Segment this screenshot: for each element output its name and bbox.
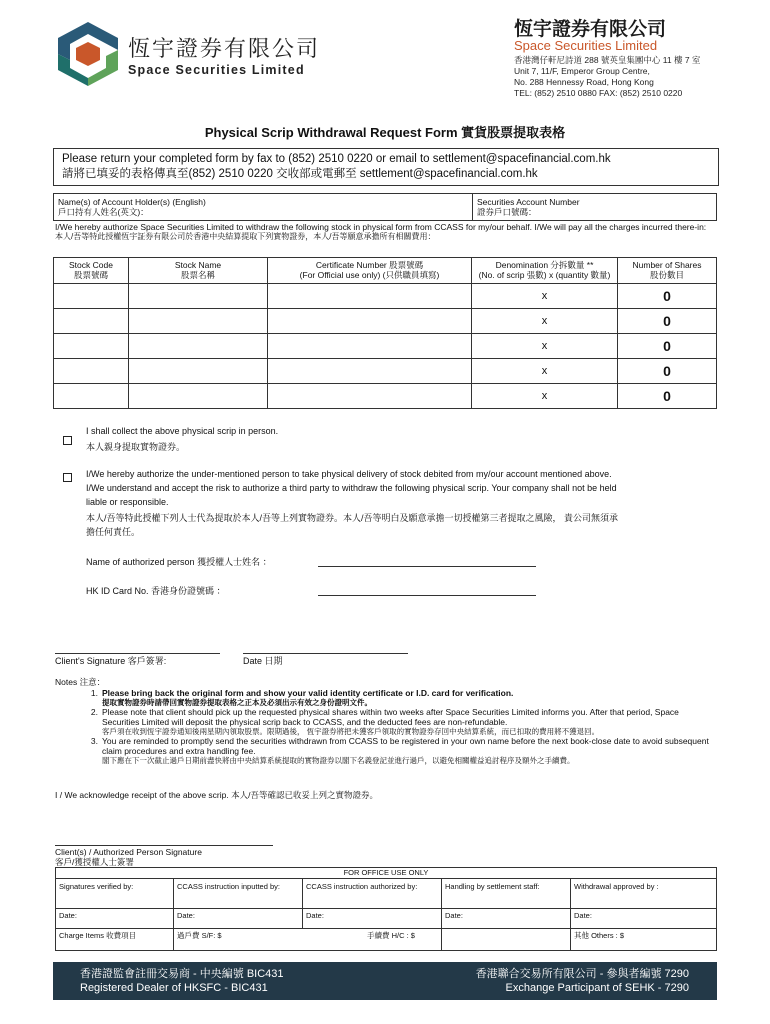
form-title: Physical Scrip Withdrawal Request Form 實貨股票提取表格: [204, 125, 566, 140]
account-holder-label-en: Name(s) of Account Holder(s) (English): [58, 197, 206, 207]
date-cell[interactable]: [303, 909, 442, 929]
certificate-number-cell[interactable]: [268, 384, 472, 409]
office-label: Withdrawal approved by :: [574, 882, 659, 891]
header-label-cn: (For Official use only) (只供職員填寫): [299, 270, 440, 280]
header-label-cn: 股票號碼: [73, 270, 108, 280]
authorize-third-party-en2: I/We understand and accept the risk to authorize a third party to withdraw the following physical scrip. Your company shall not be held: [86, 483, 617, 493]
company-logo-mark: [56, 20, 120, 86]
return-instructions-cn: 請將已填妥的表格傳真至(852) 2510 0220 交收部或電郵至 settlement@spacefinancial.com.hk: [62, 168, 538, 180]
date-label: Date:: [177, 911, 195, 920]
handling-fee-label: 手續費 H/C : $: [367, 931, 415, 940]
client-authorized-signature-en: Client(s) / Authorized Person Signature: [55, 847, 202, 857]
authorize-third-party-cn1: 本人/吾等特此授權下列人士代為提取於本人/吾等上列實物證券。本人/吾等明白及願意承擔一切授權第三者提取之風險， 貴公司無須承: [86, 513, 619, 523]
date-label: Date:: [59, 911, 77, 920]
note-text-en: Please bring back the original form and show your valid identity certificate or I.D. card for verification.: [102, 688, 514, 698]
stock-name-cell[interactable]: [129, 309, 268, 334]
certificate-number-cell[interactable]: [268, 309, 472, 334]
header-stock-name: [129, 258, 268, 284]
header-label-en: Number of Shares: [632, 260, 702, 270]
date-cell[interactable]: [56, 909, 174, 929]
table-row: [56, 879, 717, 909]
footer-right-en: Exchange Participant of SEHK - 7290: [505, 982, 689, 994]
note-item: [55, 707, 715, 736]
scrip-fee-cell[interactable]: [174, 929, 442, 951]
table-row: [56, 929, 717, 951]
stock-name-cell[interactable]: [129, 384, 268, 409]
note-number: 3.: [90, 736, 98, 746]
ccass-inputted-cell[interactable]: [174, 879, 303, 909]
header-label-en: Stock Code: [69, 260, 113, 270]
notes-title: Notes 注意：: [55, 677, 106, 687]
number-of-shares-cell[interactable]: 0: [618, 309, 717, 334]
return-instructions-en: Please return your completed form by fax to (852) 2510 0220 or email to settlement@spacefinancial.com.hk: [62, 153, 611, 165]
stock-name-cell[interactable]: [129, 334, 268, 359]
signatures-verified-cell[interactable]: [56, 879, 174, 909]
footer-right: [476, 967, 689, 995]
logo-chinese-name: 恆宇證券有限公司: [128, 37, 321, 62]
date-label: Date:: [574, 911, 592, 920]
office-label: CCASS instruction authorized by:: [306, 882, 418, 891]
collect-in-person-cn: 本人親身提取實物證券。: [86, 442, 186, 452]
settlement-staff-cell[interactable]: [442, 879, 571, 909]
footer-left: [80, 967, 284, 995]
header-label-cn: 股票名稱: [180, 270, 215, 280]
account-holder-field[interactable]: [54, 194, 473, 221]
client-signature-label: Client's Signature 客戶簽署:: [55, 656, 167, 666]
collect-in-person-en: I shall collect the above physical scrip in person.: [86, 426, 279, 436]
office-use-title: FOR OFFICE USE ONLY: [56, 868, 717, 879]
note-item: [55, 688, 715, 707]
date-cell[interactable]: [571, 909, 717, 929]
stock-name-cell[interactable]: [129, 359, 268, 384]
company-name-chinese: 恆宇證券有限公司: [514, 18, 667, 40]
account-number-label-en: Securities Account Number: [477, 197, 580, 207]
office-label: Signatures verified by:: [59, 882, 134, 891]
note-text-cn: 客戶須在收到恆宇證券通知後兩星期內領取股票。限期過後， 恆宇證券將把未獲客戶領取的實物證券存回中央結算系統，而已扣取的費用將不獲退回。: [102, 727, 600, 736]
authorization-statement-cn: 本人/吾等特此授權恆宇証券有限公司於香港中央結算提取下列實物證券，本人/吾等願意承擔所有相關費用：: [55, 232, 436, 241]
date-label: Date 日期: [243, 656, 283, 666]
number-of-shares-cell[interactable]: 0: [618, 334, 717, 359]
note-text-en: You are reminded to promptly send the securities withdrawn from CCASS to be registered in your own name before the next book-close date to avoid subsequent claim procedures and extra handling fee.: [102, 736, 709, 756]
stock-code-cell[interactable]: [54, 284, 129, 309]
scrip-fee-label: 過戶費 S/F: $: [177, 931, 222, 940]
table-row: [54, 384, 717, 409]
table-row: [56, 909, 717, 929]
denomination-cell[interactable]: x: [472, 309, 618, 334]
header-label-cn: (No. of scrip 張數) x (quantity 數量): [478, 270, 611, 280]
certificate-number-cell[interactable]: [268, 359, 472, 384]
date-label: Date:: [445, 911, 463, 920]
header-certificate-number: [268, 258, 472, 284]
authorize-third-party-en3: liable or responsible.: [86, 497, 169, 507]
stock-table: [53, 257, 717, 409]
header-label-en: Certificate Number 股票號碼: [315, 260, 424, 270]
authorize-third-party-checkbox[interactable]: [63, 469, 72, 487]
authorize-third-party-en1: I/We hereby authorize the under-mentioned person to take physical delivery of stock debited from my/our account mentioned above.: [86, 469, 612, 479]
authorization-statement-en: I/We hereby authorize Space Securities Limited to withdraw the following stock in physical form from CCASS for my/our behalf. I/We will pay all the charges incurred there-in:: [55, 222, 707, 232]
stock-name-cell[interactable]: [129, 284, 268, 309]
authorized-person-name-field[interactable]: [318, 566, 536, 567]
client-authorized-signature-cn: 客戶/獲授權人士簽署: [55, 857, 134, 867]
note-number: 2.: [90, 707, 98, 717]
denomination-cell[interactable]: x: [472, 284, 618, 309]
denomination-cell[interactable]: x: [472, 384, 618, 409]
stock-code-cell[interactable]: [54, 384, 129, 409]
company-name-english: Space Securities Limited: [514, 38, 658, 53]
table-row: [54, 309, 717, 334]
address-line: No. 288 Hennessy Road, Hong Kong: [514, 77, 654, 87]
authorize-third-party-text: [86, 467, 716, 539]
charge-items-label: Charge Items 收費項目: [59, 931, 137, 940]
withdrawal-approved-cell[interactable]: [571, 879, 717, 909]
authorize-third-party-cn2: 擔任何責任。: [86, 527, 141, 537]
number-of-shares-cell[interactable]: 0: [618, 359, 717, 384]
number-of-shares-cell[interactable]: 0: [618, 384, 717, 409]
date-label: Date:: [306, 911, 324, 920]
client-authorized-signature-label: [55, 847, 202, 867]
header-label-cn: 股份數目: [649, 270, 684, 280]
hkid-label: HK ID Card No. 香港身份證號碼 ：: [86, 586, 226, 596]
footer-left-cn: 香港證監會註冊交易商 - 中央編號 BIC431: [80, 968, 284, 980]
account-number-label-cn: 證券戶口號碼：: [477, 207, 537, 217]
note-text-en: Please note that client should pick up the requested physical shares within two weeks after Space Securities Limited informs you. After that period, Space Securities Limited will deposit the physical scrip back to CCASS, and the deducted fees are non-refundable.: [102, 707, 679, 727]
header-stock-code: [54, 258, 129, 284]
stock-code-cell[interactable]: [54, 359, 129, 384]
account-holder-label-cn: 戶口持有人姓名(英文)：: [58, 207, 149, 217]
note-item: [55, 736, 715, 765]
charge-items-cell: [56, 929, 174, 951]
footer-right-cn: 香港聯合交易所有限公司 - 參與者編號 7290: [475, 968, 689, 980]
logo-english-name: Space Securities Limited: [128, 63, 305, 77]
stock-code-cell[interactable]: [54, 309, 129, 334]
header-number-of-shares: [618, 258, 717, 284]
denomination-cell[interactable]: x: [472, 359, 618, 384]
authorization-statement: [55, 222, 719, 242]
number-of-shares-cell[interactable]: 0: [618, 284, 717, 309]
client-authorized-signature-line[interactable]: [55, 845, 273, 846]
denomination-cell[interactable]: x: [472, 334, 618, 359]
account-number-field[interactable]: [473, 194, 717, 221]
notes-section: [55, 677, 715, 765]
collect-in-person-text: [86, 424, 278, 454]
date-cell[interactable]: [442, 909, 571, 929]
others-fee-label: 其他 Others : $: [574, 931, 625, 940]
table-row: [54, 334, 717, 359]
others-fee-cell[interactable]: [571, 929, 717, 951]
certificate-number-cell[interactable]: [268, 284, 472, 309]
office-label: CCASS instruction inputted by:: [177, 882, 280, 891]
office-label: Handling by settlement staff:: [445, 882, 540, 891]
table-row: [54, 284, 717, 309]
certificate-number-cell[interactable]: [268, 334, 472, 359]
address-line: 香港灣仔軒尼詩道 288 號英皇集團中心 11 樓 7 室: [514, 55, 701, 65]
authorized-person-name-label: Name of authorized person 獲授權人士姓名 ：: [86, 557, 272, 567]
company-address: [514, 55, 700, 99]
ccass-authorized-cell[interactable]: [303, 879, 442, 909]
table-row: [54, 359, 717, 384]
footer-banner: [53, 962, 717, 1000]
address-line: Unit 7, 11/F, Emperor Group Centre,: [514, 66, 650, 76]
footer-left-en: Registered Dealer of HKSFC - BIC431: [80, 982, 268, 994]
header-denomination: [472, 258, 618, 284]
date-cell[interactable]: [174, 909, 303, 929]
return-instructions-box: [53, 148, 719, 186]
header-label-en: Stock Name: [174, 260, 222, 270]
stock-table-header: [54, 258, 717, 284]
handling-fee-cell[interactable]: [442, 929, 571, 951]
hkid-field[interactable]: [318, 595, 536, 596]
account-info-table: [53, 193, 717, 221]
header-label-en: Denomination 分拆數量 **: [495, 260, 594, 270]
address-line: TEL: (852) 2510 0880 FAX: (852) 2510 0220: [514, 88, 683, 98]
collect-in-person-checkbox[interactable]: [63, 432, 72, 450]
note-number: 1.: [90, 688, 98, 698]
note-text-cn: 提取實物證券時請帶回實物證券提取表格之正本及必須出示有效之身份證明文件。: [102, 698, 372, 707]
acknowledge-statement: I / We acknowledge receipt of the above scrip. 本人/吾等確認已收妥上列之實物證券。: [55, 790, 378, 800]
note-text-cn: 閣下應在下一次截止過戶日期前盡快將由中央結算系統提取的實物證券以閣下名義登記並進行過戶，以避免相關權益追討程序及額外之手續費。: [102, 756, 575, 765]
office-use-table: [55, 867, 717, 951]
stock-code-cell[interactable]: [54, 334, 129, 359]
